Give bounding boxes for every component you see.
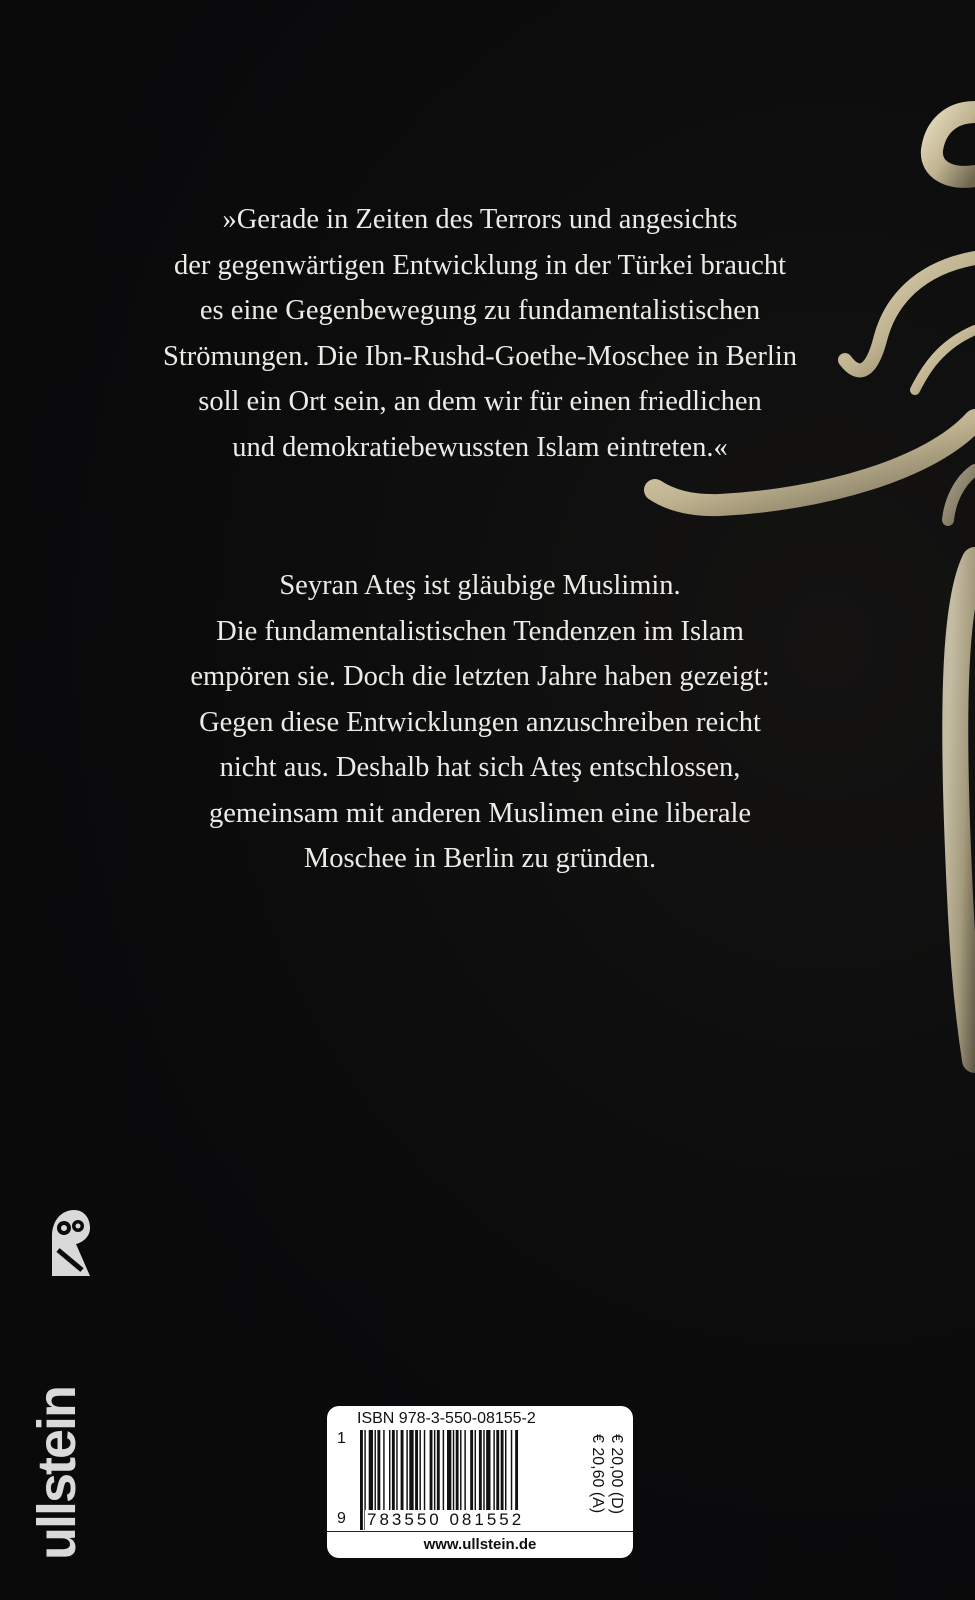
blurb-line: nicht aus. Deshalb hat sich Ateş entschlossen,	[219, 752, 741, 783]
blurb-line: Moschee in Berlin zu gründen.	[303, 843, 657, 874]
barcode-digits: 783550 081552	[367, 1510, 525, 1529]
barcode-bar	[360, 1430, 363, 1530]
barcode-leading-digit: 1	[337, 1430, 346, 1447]
blurb-line: empören sie. Doch die letzten Jahre haben gezeigt:	[190, 661, 770, 692]
publisher-url: www.ullstein.de	[327, 1531, 633, 1558]
barcode-first-digit: 9	[337, 1510, 346, 1527]
quote-line: der gegenwärtigen Entwicklung in der Türkei braucht	[173, 249, 786, 281]
price-germany: € 20,00 (D)	[608, 1434, 625, 1515]
quote-line: soll ein Ort sein, an dem wir für einen friedlichen	[198, 386, 762, 417]
isbn-number: ISBN 978-3-550-08155-2	[357, 1410, 536, 1427]
blurb-line: Gegen diese Entwicklungen anzuschreiben reicht	[199, 706, 761, 738]
price-block	[589, 1434, 627, 1544]
owl-icon	[48, 1206, 92, 1280]
quote	[120, 197, 840, 470]
blurb-line: Seyran Ateş ist gläubige Muslimin.	[279, 570, 681, 601]
barcode-label	[327, 1406, 633, 1558]
price-austria: € 20,60 (A)	[589, 1434, 606, 1514]
blurb-line: gemeinsam mit anderen Muslimen eine liberale	[208, 797, 752, 829]
blurb	[120, 563, 840, 882]
quote-line: Strömungen. Die Ibn-Rushd-Goethe-Moschee in Berlin	[163, 340, 797, 372]
quote-line: »Gerade in Zeiten des Terrors und angesichts	[222, 204, 738, 235]
quote-line: es eine Gegenbewegung zu fundamentalistischen	[199, 295, 761, 326]
quote-line: und demokratiebewussten Islam eintreten.«	[232, 431, 728, 463]
publisher-name: ullstein	[27, 1386, 87, 1560]
blurb-line: Die fundamentalistischen Tendenzen im Islam	[216, 615, 744, 647]
